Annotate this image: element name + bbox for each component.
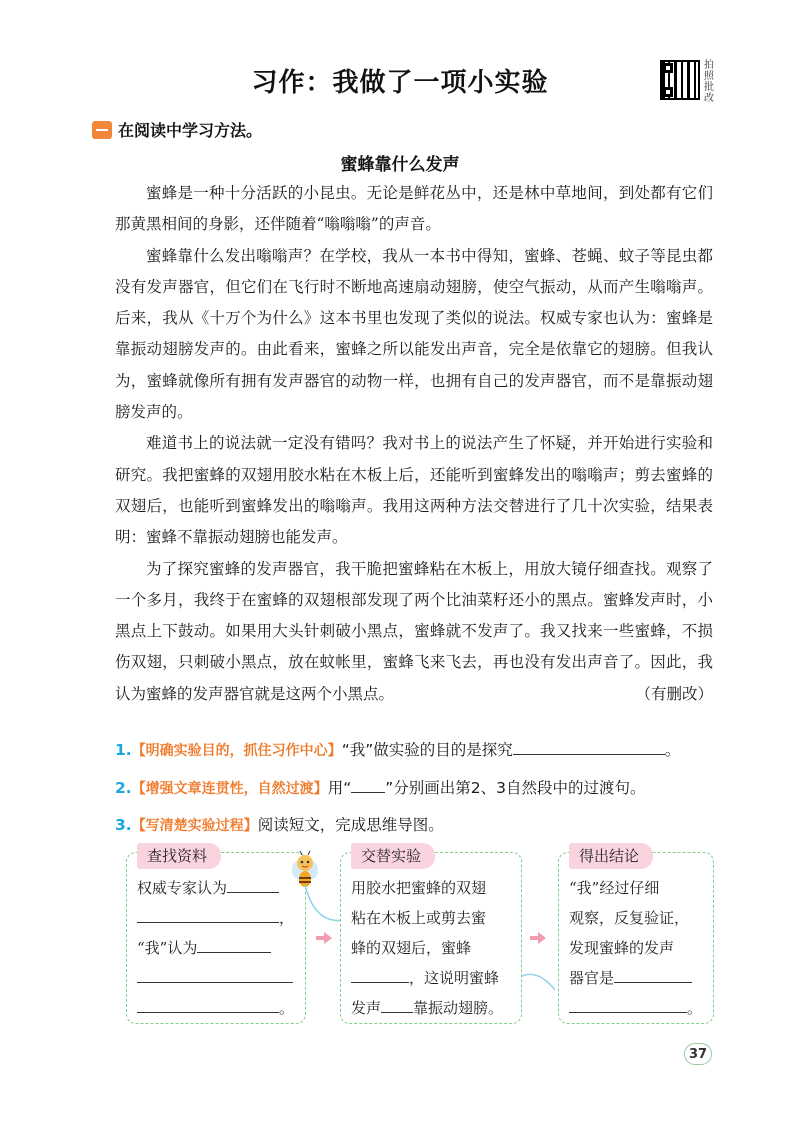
section-label: 在阅读中学习方法。 — [118, 121, 263, 140]
experiment-line-4 — [351, 963, 521, 993]
question-2 — [115, 776, 645, 798]
conclusion-line-3: 发现蜜蜂的发声 — [569, 939, 675, 957]
research-line-3-text: “我”认为 — [137, 939, 198, 957]
research-end: 。 — [279, 999, 295, 1017]
research-blank-3[interactable] — [197, 936, 271, 953]
experiment-line-3: 蜂的双翅后，蜜蜂 — [351, 939, 472, 957]
mindmap-box-experiment-body — [351, 873, 521, 1023]
question-1-tag: 【明确实验目的，抓住习作中心】 — [131, 743, 342, 759]
experiment-line-2: 粘在木板上或剪去蜜 — [351, 909, 487, 927]
edit-note: （有删改） — [635, 684, 713, 703]
research-comma: ， — [279, 909, 295, 927]
conclusion-line-4 — [569, 963, 713, 993]
conclusion-line-2: 观察，反复验证， — [569, 909, 690, 927]
conclusion-line-4-text: 器官是 — [569, 969, 615, 987]
article-paragraph-4-text: 为了探究蜜蜂的发声器官，我干脆把蜜蜂粘在木板上，用放大镜仔细查找。观察了一个多月，我终于在蜜蜂的双翅根部发现了两个比油菜籽还小的黑点。蜜蜂发声时，小黑点上下鼓动。如果用大头针刺破小黑点，蜜蜂就不发声了。我又找来一些蜜蜂，不损伤双翅，只刺破小黑点，放在蚊帐里，蜜蜂飞来飞去，再也没有发出声音了。因此，我认为蜜蜂的发声器官就是这两个小黑点。 — [115, 559, 713, 703]
arrow-right-icon — [316, 932, 332, 944]
experiment-line-5-text-a: 发声 — [351, 999, 382, 1017]
page-title: 习作：我做了一项小实验 — [251, 68, 549, 98]
qr-label: 拍照批改 — [704, 60, 714, 104]
research-line-2 — [137, 903, 302, 933]
research-line-3 — [137, 933, 302, 963]
experiment-line-5-text-b: 靠振动翅膀。 — [413, 999, 504, 1017]
conclusion-line-5 — [569, 993, 713, 1023]
experiment-blank-1[interactable] — [351, 966, 409, 983]
mindmap-box-experiment — [340, 847, 522, 1024]
article-paragraph-2: 蜜蜂靠什么发出嗡嗡声？在学校，我从一本书中得知，蜜蜂、苍蝇、蚊子等昆虫都没有发声器官，但它们在飞行时不断地高速扇动翅膀，使空气振动，从而产生嗡嗡声。后来，我从《十万个为什么》这本书里也发现了类似的说法。权威专家也认为：蜜蜂是靠振动翅膀发声的。由此看来，蜜蜂之所以能发出声音，完全是依靠它的翅膀。但我认为，蜜蜂就像所有拥有发声器官的动物一样，也拥有自己的发声器官，而不是靠振动翅膀发声的。 — [115, 246, 713, 422]
research-line-1-text: 权威专家认为 — [137, 879, 228, 897]
mindmap-box-conclusion-body — [569, 873, 713, 1023]
section-heading — [92, 118, 262, 141]
article-paragraph-3: 难道书上的说法就一定没有错吗？我对书上的说法产生了怀疑，并开始进行实验和研究。我把蜜蜂的双翅用胶水粘在木板上后，还能听到蜜蜂发出的嗡嗡声；剪去蜜蜂的双翅后，也能听到蜜蜂发出的嗡嗡声。我用这两种方法交替进行了几十次实验，结果表明：蜜蜂不靠振动翅膀也能发声。 — [115, 434, 713, 547]
question-2-tag: 【增强文章连贯性，自然过渡】 — [131, 781, 328, 797]
question-1-answer-line[interactable] — [513, 738, 665, 755]
page-number: 37 — [684, 1043, 712, 1065]
research-blank-4[interactable] — [137, 966, 293, 983]
article-paragraph-1: 蜜蜂是一种十分活跃的小昆虫。无论是鲜花丛中，还是林中草地间，到处都有它们那黄黑相间的身影，还伴随着“嗡嗡嗡”的声音。 — [115, 184, 713, 234]
conclusion-blank-1[interactable] — [614, 966, 692, 983]
conclusion-line-1: “我”经过仔细 — [569, 879, 660, 897]
question-3-tag: 【写清楚实验过程】 — [131, 818, 258, 834]
arrow-right-icon-2 — [530, 932, 546, 944]
research-line-5 — [137, 993, 302, 1023]
research-blank-5[interactable] — [137, 996, 279, 1013]
question-1-end: 。 — [664, 741, 681, 759]
question-3-text: 阅读短文，完成思维导图。 — [257, 816, 444, 834]
question-2-underline-sample — [351, 776, 385, 793]
research-blank-1[interactable] — [227, 876, 279, 893]
research-line-1 — [137, 873, 302, 903]
question-2-text-a: 用“ — [327, 779, 352, 797]
article-paragraph-4 — [115, 554, 713, 710]
question-1 — [115, 738, 680, 760]
experiment-line-4-text: ，这说明蜜蜂 — [409, 969, 500, 987]
question-1-number: 1. — [115, 741, 132, 759]
question-3-number: 3. — [115, 816, 132, 834]
research-line-4 — [137, 963, 302, 993]
article-body — [115, 178, 713, 710]
question-3 — [115, 813, 444, 835]
question-1-text: “我”做实验的目的是探究 — [341, 741, 513, 759]
mindmap-box-research-label: 查找资料 — [137, 843, 221, 869]
mindmap-box-experiment-label: 交替实验 — [351, 843, 435, 869]
conclusion-blank-2[interactable] — [569, 996, 687, 1013]
mindmap-box-conclusion — [558, 847, 714, 1024]
research-blank-2[interactable] — [137, 906, 279, 923]
qr-code-icon[interactable] — [660, 60, 700, 100]
mindmap-box-conclusion-label: 得出结论 — [569, 843, 653, 869]
experiment-line-5 — [351, 993, 521, 1023]
experiment-blank-2[interactable] — [381, 996, 413, 1013]
section-number-icon — [92, 121, 112, 139]
question-2-number: 2. — [115, 779, 132, 797]
conclusion-end: 。 — [687, 999, 703, 1017]
experiment-line-1: 用胶水把蜜蜂的双翅 — [351, 879, 487, 897]
mindmap-box-research — [126, 847, 306, 1024]
mindmap-box-research-body — [137, 873, 302, 1023]
article-title: 蜜蜂靠什么发声 — [340, 155, 460, 175]
question-2-text-b: ”分别画出第2、3自然段中的过渡句。 — [385, 779, 646, 797]
